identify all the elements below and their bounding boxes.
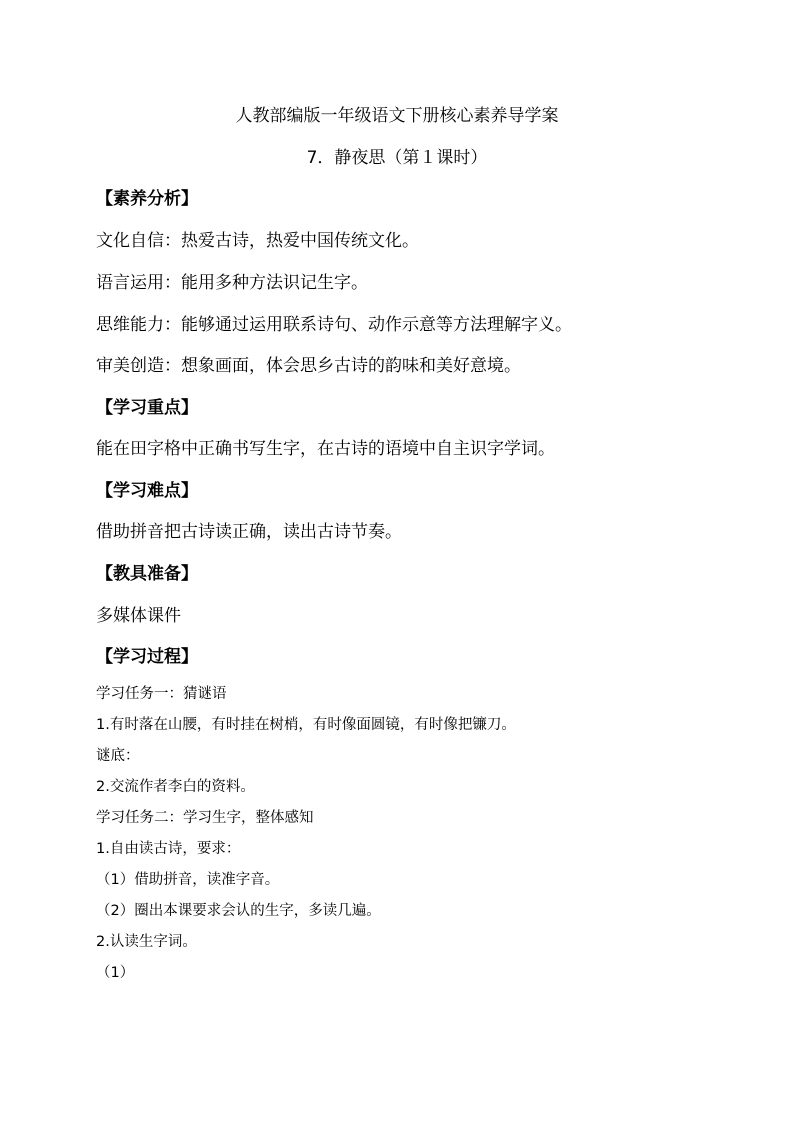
- process-line: 1.自由读古诗，要求：: [96, 841, 241, 857]
- section-heading-key-points: 【学习重点】: [96, 398, 198, 418]
- key-points-text: 能在田字格中正确书写生字，在古诗的语境中自主识字学词。: [96, 439, 555, 459]
- process-line: 谜底：: [96, 748, 140, 764]
- document-title: 人教部编版一年级语文下册核心素养导学案: [235, 106, 559, 126]
- process-task-heading: 学习任务二：学习生字，整体感知: [96, 810, 314, 826]
- analysis-item: 审美创造：想象画面，体会思乡古诗的韵味和美好意境。: [96, 356, 521, 376]
- process-task-heading: 学习任务一：猜谜语: [96, 686, 227, 702]
- analysis-item: 文化自信：热爱古诗，热爱中国传统文化。: [96, 231, 419, 251]
- section-heading-difficulties: 【学习难点】: [96, 481, 198, 501]
- process-line: （1）: [96, 965, 135, 981]
- process-line: （2）圈出本课要求会认的生字，多读几遍。: [96, 903, 381, 919]
- materials-text: 多媒体课件: [96, 606, 181, 626]
- process-line: （1）借助拼音，读准字音。: [96, 872, 280, 888]
- process-line: 2.认读生字词。: [96, 934, 197, 950]
- difficulties-text: 借助拼音把古诗读正确，读出古诗节奏。: [96, 522, 402, 542]
- process-line: 2.交流作者李白的资料。: [96, 779, 255, 795]
- analysis-item: 思维能力：能够通过运用联系诗句、动作示意等方法理解字义。: [96, 315, 572, 335]
- section-heading-materials: 【教具准备】: [96, 564, 198, 584]
- lesson-subtitle: 7．静夜思（第１课时）: [306, 148, 488, 168]
- process-line: 1.有时落在山腰，有时挂在树梢，有时像面圆镜，有时像把镰刀。: [96, 717, 516, 733]
- section-heading-analysis: 【素养分析】: [96, 189, 198, 209]
- section-heading-process: 【学习过程】: [96, 647, 198, 667]
- analysis-item: 语言运用：能用多种方法识记生字。: [96, 273, 368, 293]
